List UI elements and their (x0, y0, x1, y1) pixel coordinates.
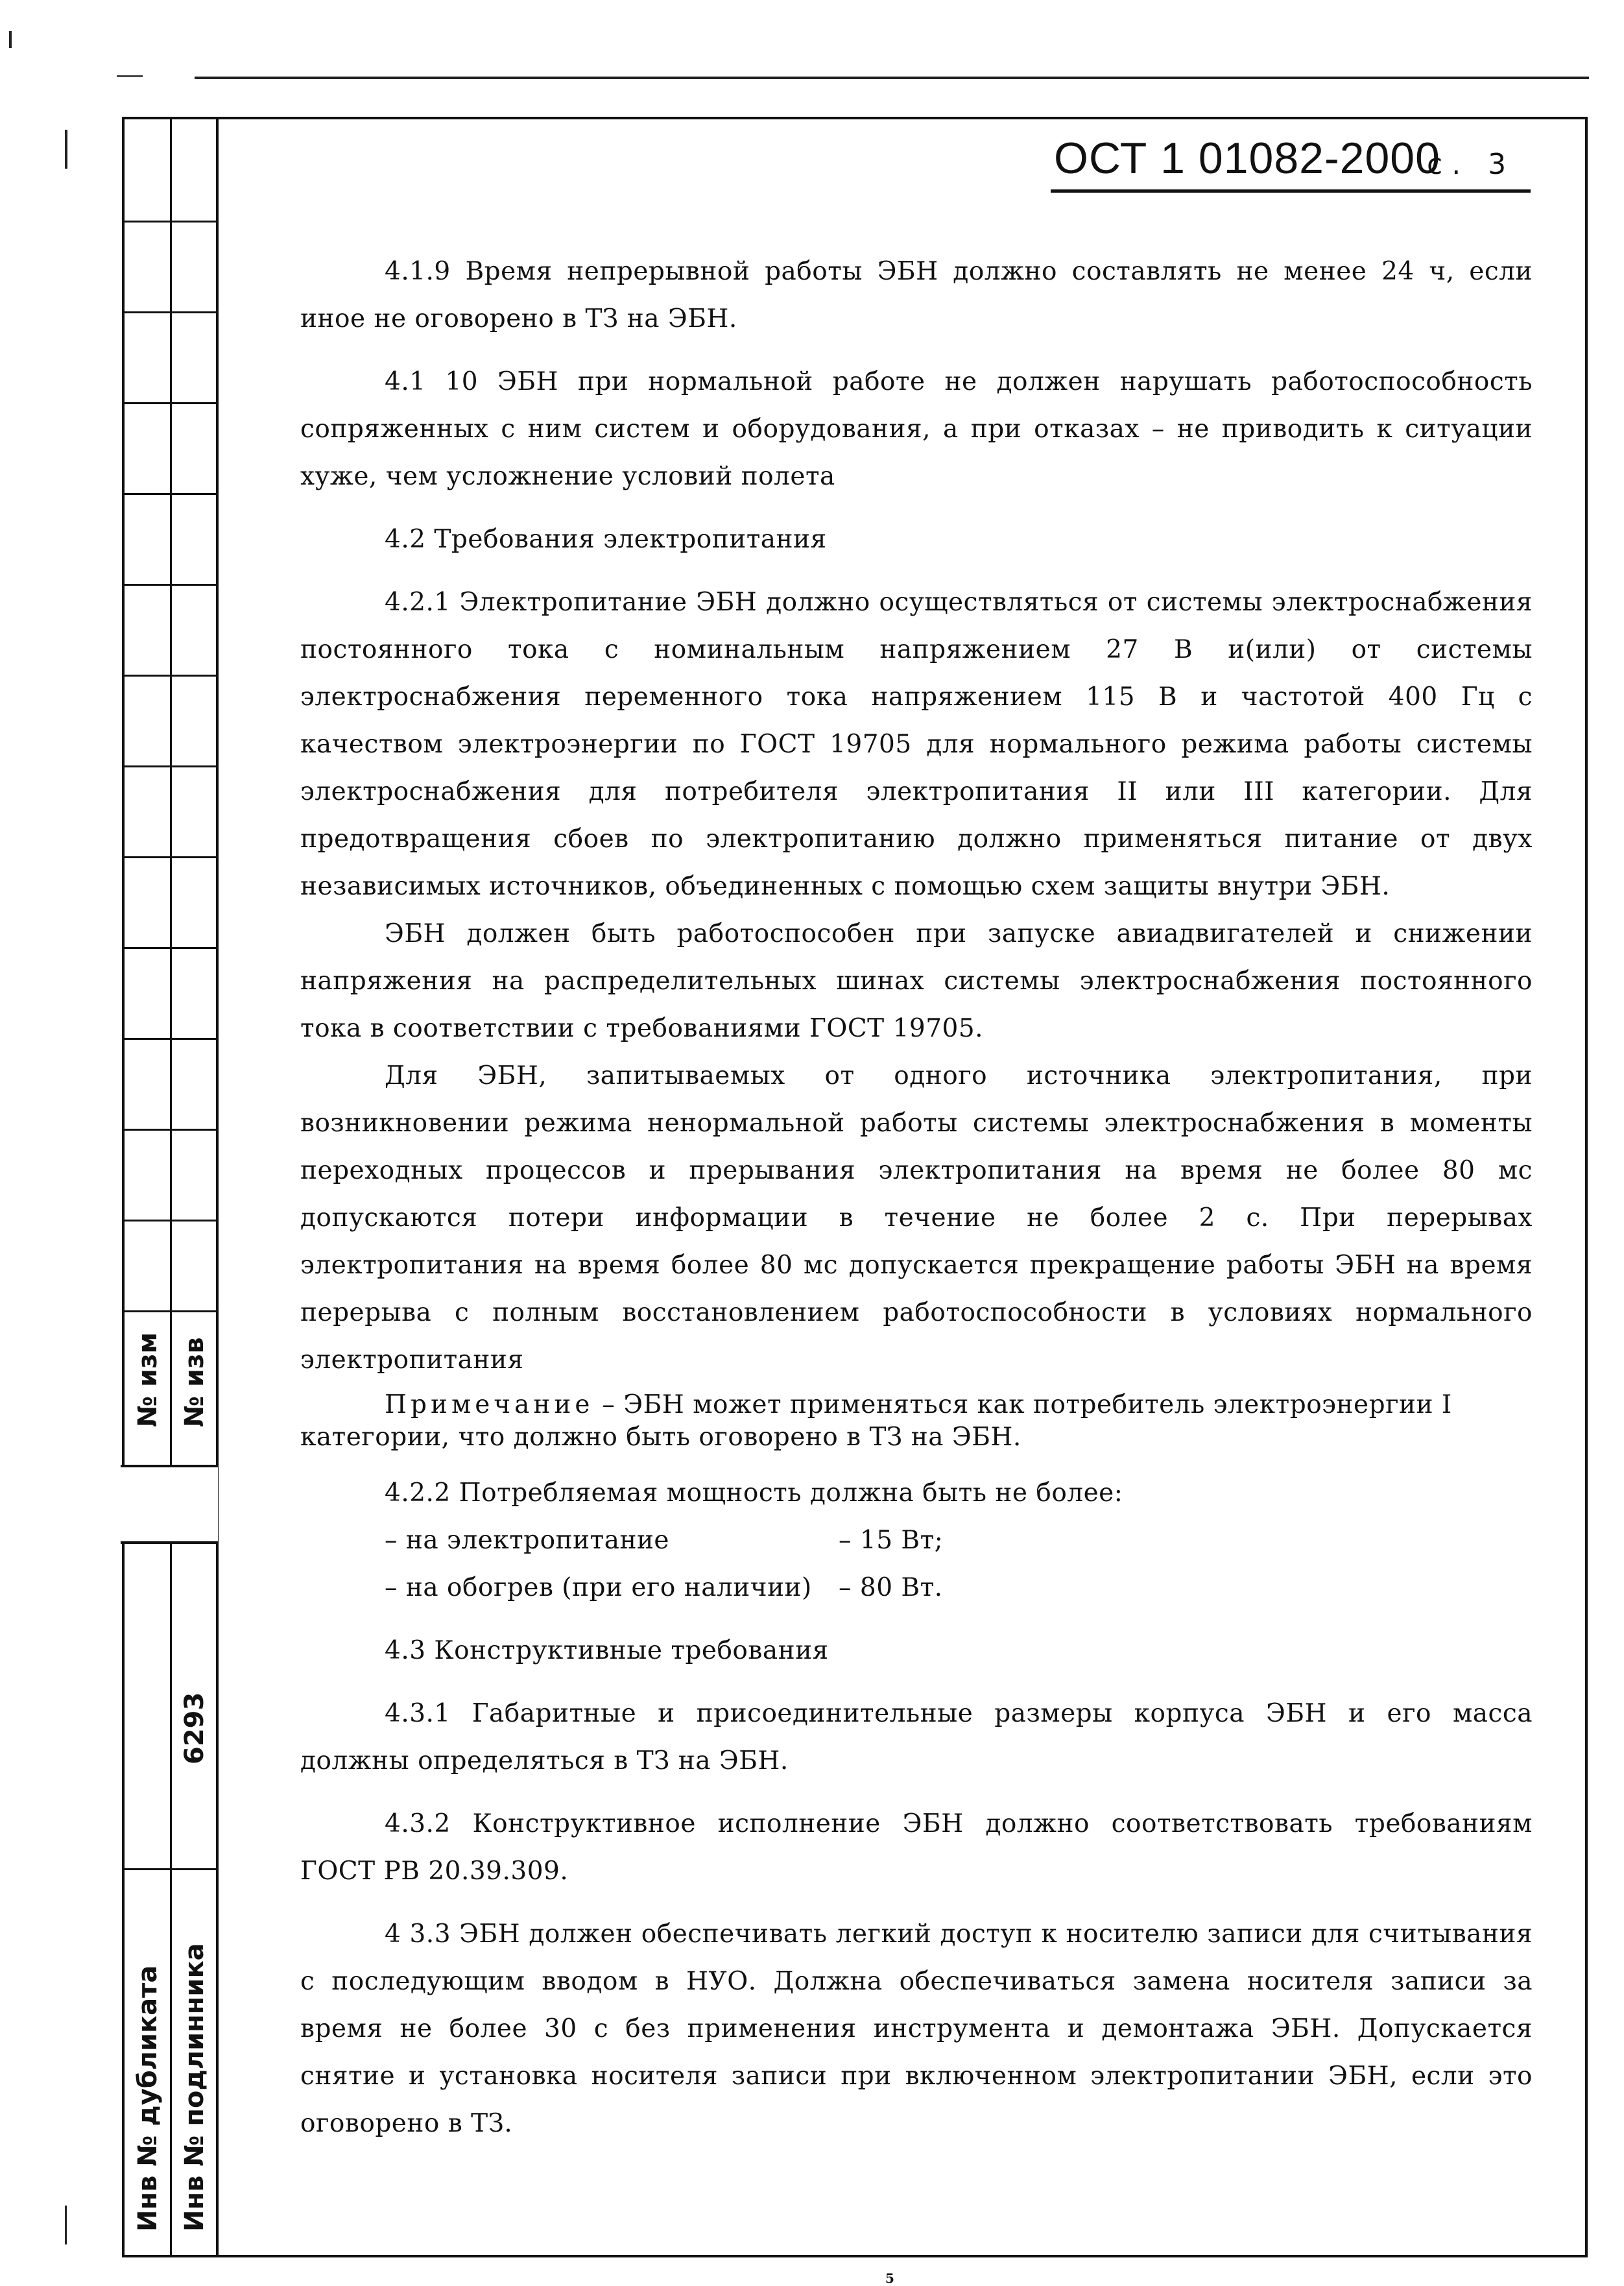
power-item-supply (300, 1517, 1533, 1564)
side-strip-tick (125, 221, 217, 223)
item-value: – 15 Вт; (839, 1526, 944, 1555)
paragraph-startup: ЭБН должен быть работоспособен при запуске авиадвигателей и снижении напряжения на распределительных шинах системы электроснабжения постоянного тока в соответствии с требованиями ГОСТ 19705. (300, 919, 1533, 1043)
paragraph-4-3-2: 4.3.2 Конструктивное исполнение ЭБН должно соответствовать требованиям ГОСТ РВ 20.39.309. (300, 1809, 1533, 1886)
side-strip-tick (125, 311, 217, 313)
side-strip-divider (170, 1544, 172, 2257)
page-label: с. 3 (1427, 148, 1516, 181)
paragraph-4-1-9: 4.1.9 Время непрерывной работы ЭБН должно составлять не менее 24 ч, если иное не оговорено в ТЗ на ЭБН. (300, 257, 1533, 333)
note (300, 1389, 1533, 1454)
side-strip-tick (125, 1310, 217, 1312)
note-text: – ЭБН может применяться как потребитель электроэнергии I категории, что должно быть оговорено в ТЗ на ЭБН. (300, 1390, 1452, 1452)
header-underline (1051, 189, 1531, 193)
paragraph-4-2-1: 4.2.1 Электропитание ЭБН должно осуществляться от системы электроснабжения постоянного тока с номинальным напряжением 27 В и(или) от системы электроснабжения переменного тока напряжением 115 В и частотой 400 Гц с качеством электроэнергии по ГОСТ 19705 для нормального режима работы системы электроснабжения для потребителя электропитания II или III категории. Для предотвращения сбоев по электропитанию должно применяться питание от двух независимых источников, объединенных с помощью схем защиты внутри ЭБН. (300, 588, 1533, 901)
paragraph-single-source: Для ЭБН, запитываемых от одного источника электропитания, при возникновении режима ненормальной работы системы электроснабжения в моменты переходных процессов и прерывания электропитания на время не более 80 мс допускаются потери информации в течение не более 2 с. При перерывах электропитания на время более 80 мс допускается прекращение работы ЭБН на время перерыва с полным восстановлением работоспособности в условиях нормального электропитания (300, 1061, 1533, 1375)
scan-mark (9, 31, 12, 48)
side-strip-tick (125, 493, 217, 495)
scan-mark (65, 130, 67, 169)
side-strip-tick (125, 947, 217, 949)
item-label: – на электропитание (385, 1526, 670, 1555)
side-strip-tick (125, 1220, 217, 1221)
side-strip-tick (125, 584, 217, 586)
stamp-no-izv: № изв (180, 1337, 209, 1427)
stamp-inv-no-dublikata: Инв № дубликата (133, 1965, 163, 2232)
sheet-number: 5 (885, 2270, 894, 2286)
note-label: Примечание (385, 1390, 594, 1419)
side-strip-tick (125, 765, 217, 767)
paragraph-4-1-10: 4.1 10 ЭБН при нормальной работе не должен нарушать работоспособность сопряженных с ним систем и оборудования, а при отказах – не приводить к ситуации хуже, чем усложнение условий полета (300, 367, 1533, 491)
document-body (300, 248, 1533, 2147)
side-strip-tick (125, 1038, 217, 1040)
side-strip-gap (121, 1465, 218, 1544)
section-heading-4-2: 4.2 Требования электропитания (385, 525, 827, 554)
side-strip-tick (125, 1868, 217, 1870)
paragraph-4-3-1: 4.3.1 Габаритные и присоединительные размеры корпуса ЭБН и его масса должны определяться в ТЗ на ЭБН. (300, 1699, 1533, 1775)
stamp-inv-no-podlinnika: Инв № подлинника (180, 1943, 209, 2232)
side-strip-divider (170, 117, 172, 1492)
top-rule (195, 77, 1589, 79)
power-item-heating (300, 1564, 1533, 1611)
paragraph-4-2-2: 4.2.2 Потребляемая мощность должна быть не более: (385, 1478, 1123, 1508)
scan-mark (65, 2206, 67, 2244)
side-strip-tick (125, 1129, 217, 1131)
item-value: – 80 Вт. (839, 1573, 943, 1602)
paragraph-4-3-3: 4 3.3 ЭБН должен обеспечивать легкий доступ к носителю записи для считывания с последующим вводом в НУО. Должна обеспечиваться замена носителя записи за время не более 30 с без применения инструмента и демонтажа ЭБН. Допускается снятие и установка носителя записи при включенном электропитании ЭБН, если это оговорено в ТЗ. (300, 1919, 1533, 2138)
side-strip-tick (125, 402, 217, 404)
section-heading-4-3: 4.3 Конструктивные требования (385, 1636, 829, 1665)
top-dash (117, 75, 143, 77)
stamp-inv-value: 6293 (180, 1692, 209, 1764)
doc-code: ОСТ 1 01082-2000 (1054, 134, 1440, 183)
item-label: – на обогрев (при его наличии) (385, 1573, 812, 1602)
side-strip-tick (125, 856, 217, 858)
side-strip-tick (125, 675, 217, 677)
stamp-no-izm: № изм (133, 1332, 163, 1427)
frame-inner-border (216, 117, 219, 2257)
